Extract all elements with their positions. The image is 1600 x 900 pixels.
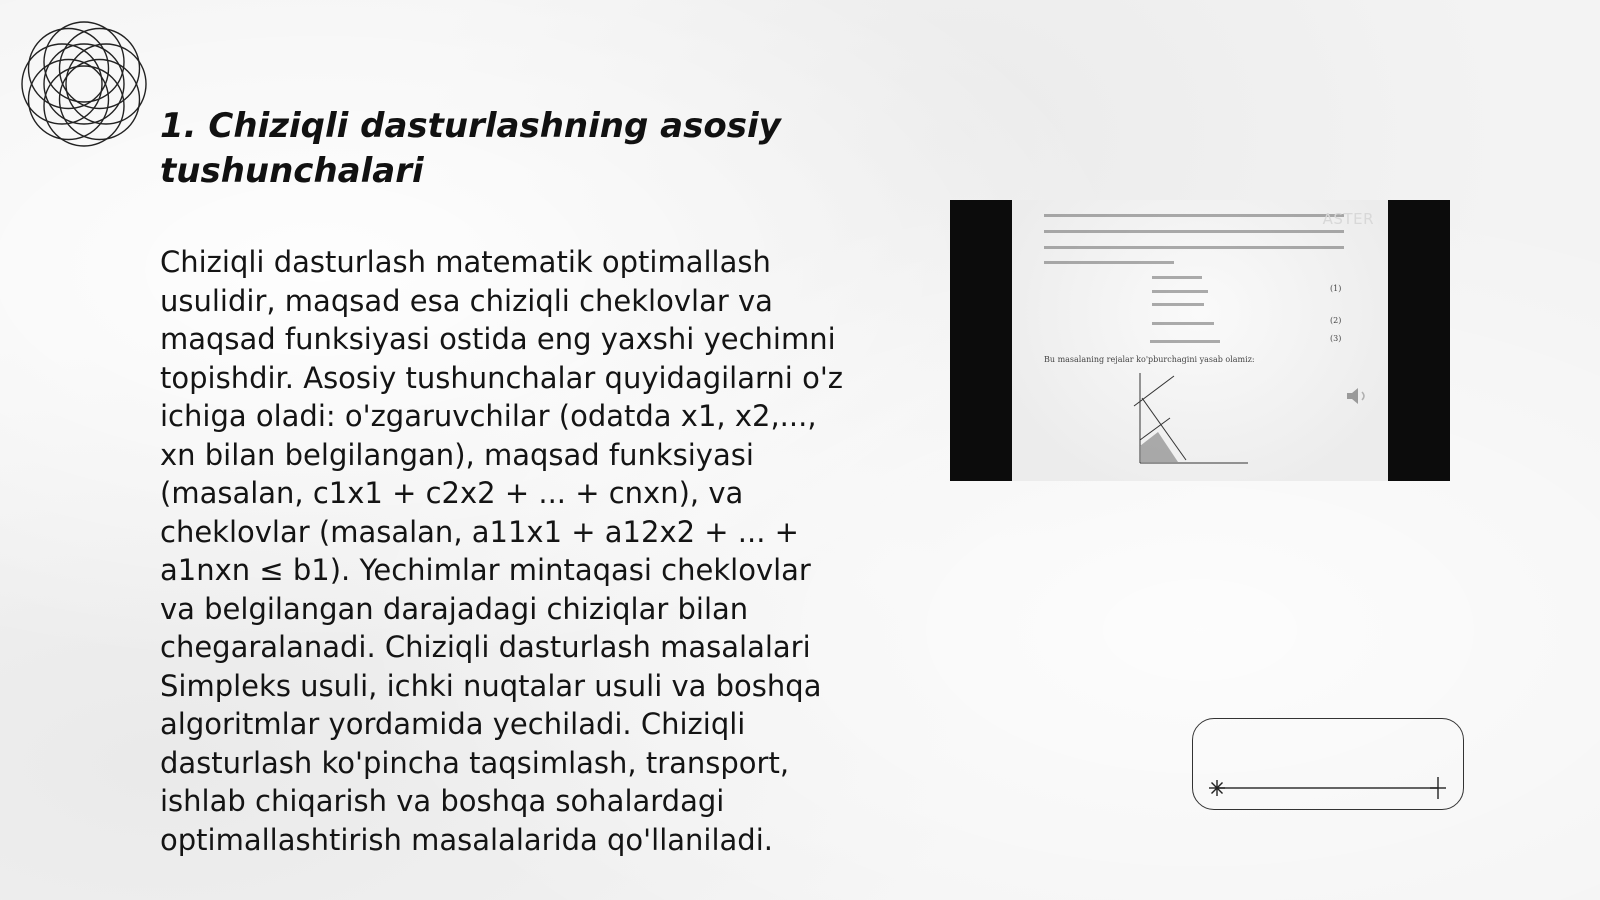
embedded-video[interactable] [950, 200, 1450, 481]
sparkle-icon [1209, 780, 1225, 796]
video-watermark: ASTER [1322, 210, 1374, 228]
rosette-circles-icon [10, 10, 158, 158]
timeline-decoration [1192, 718, 1464, 810]
plus-icon [1430, 777, 1446, 799]
video-caption: Bu masalaning rejalar ko'pburchagini yasab olamiz: [1044, 355, 1255, 364]
feasible-region-graph [1122, 368, 1252, 468]
slide-body-text: Chiziqli dasturlash matematik optimallash usulidir, maqsad esa chiziqli cheklovlar va maqsad funksiyasi ostida eng yaxshi yechimni topishdir. Asosiy tushunchalar quyidagilarni o'z ichiga oladi: o'zgaruvchilar (odatda x1, x2,..., xn bilan belgilangan), maqsad funksiyasi (masalan, c1x1 + c2x2 + ... + cnxn), va cheklovlar (masalan, a11x1 + a12x2 + ... + a1nxn ≤ b1). Yechimlar mintaqasi cheklovlar va belgilangan darajadagi chiziqlar bilan chegaralanadi. Chiziqli dasturlash masalalari Simpleks usuli, ichki nuqtalar usuli va boshqa algoritmlar yordamida yechiladi. Chiziqli dasturlash ko'pincha taqsimlash, transport, ishlab chiqarish va boshqa sohalardagi optimallashtirish masalalarida qo'llaniladi. [160, 245, 844, 857]
speaker-icon[interactable] [1343, 384, 1373, 408]
equation-label-2: (2) [1330, 316, 1342, 325]
equation-label-1: (1) [1330, 284, 1342, 293]
video-frame-document [1012, 200, 1388, 481]
slide-title: 1. Chiziqli dasturlashning asosiy tushunchalari [160, 106, 781, 191]
equation-label-3: (3) [1330, 334, 1342, 343]
